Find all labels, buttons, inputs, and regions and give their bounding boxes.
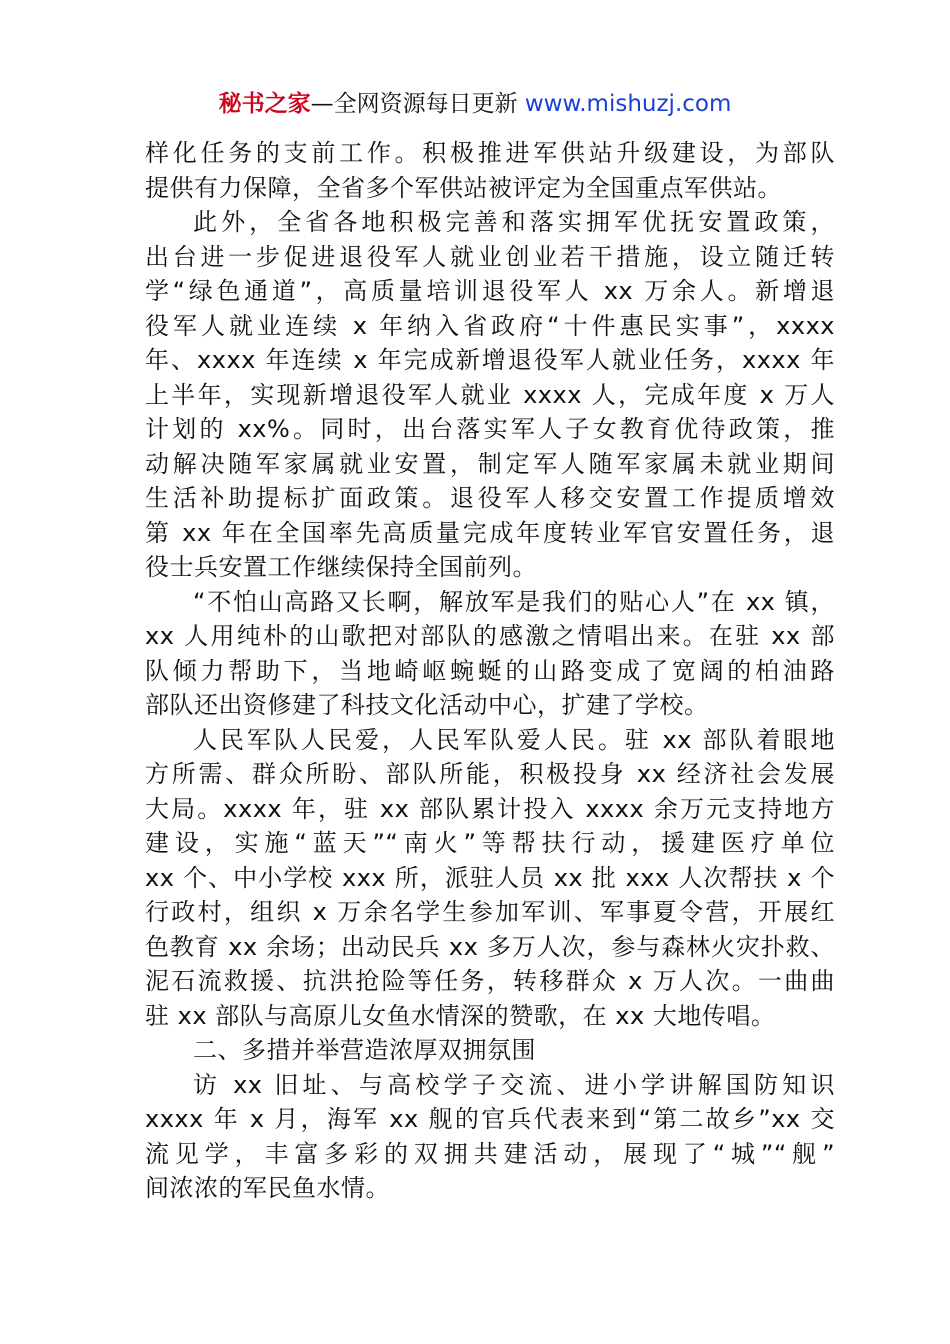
paragraph-line: xx 个、中小学校 xxx 所，派驻人员 xx 批 xxx 人次帮扶 x 个 — [145, 863, 835, 892]
paragraph-line: 流见学，丰富多彩的双拥共建活动，展现了“城”“舰” — [145, 1139, 835, 1168]
paragraph-line: 色教育 xx 余场；出动民兵 xx 多万人次，参与森林火灾扑救、 — [145, 932, 835, 961]
paragraph-first-line: 人民军队人民爱，人民军队爱人民。驻 xx 部队着眼地 — [193, 725, 835, 754]
paragraph-line: 提供有力保障，全省多个军供站被评定为全国重点军供站。 — [145, 173, 782, 202]
paragraph-line: 役军人就业连续 x 年纳入省政府“十件惠民实事”，xxxx — [145, 311, 835, 340]
paragraph-first-line: 此外，全省各地积极完善和落实拥军优抚安置政策， — [193, 208, 835, 236]
paragraph-first-line: 访 xx 旧址、与高校学子交流、进小学讲解国防知识 — [193, 1070, 835, 1099]
paragraph-line: 部队还出资修建了科技文化活动中心，扩建了学校。 — [145, 691, 709, 719]
paragraph-line: 第 xx 年在全国率先高质量完成年度转业军官安置任务，退 — [145, 518, 835, 547]
paragraph-line: 役士兵安置工作继续保持全国前列。 — [145, 553, 537, 581]
document-body — [145, 136, 835, 1206]
paragraph-line: 生活补助提标扩面政策。退役军人移交安置工作提质增效 — [145, 484, 835, 512]
paragraph-line: xxxx 年 x 月，海军 xx 舰的官兵代表来到“第二故乡”xx 交 — [145, 1105, 835, 1133]
paragraph-first-line: “不怕山高路又长啊，解放军是我们的贴心人”在 xx 镇， — [193, 587, 835, 616]
paragraph-line: 驻 xx 部队与高原儿女鱼水情深的赞歌，在 xx 大地传唱。 — [145, 1001, 776, 1030]
paragraph-line: 大局。xxxx 年，驻 xx 部队累计投入 xxxx 余万元支持地方 — [145, 794, 835, 823]
header-url-link[interactable]: www.mishuzj.com — [524, 91, 732, 117]
paragraph-line: 计划的 xx%。同时，出台落实军人子女教育优待政策，推 — [145, 415, 835, 443]
paragraph-line: 泥石流救援、抗洪抢险等任务，转移群众 x 万人次。一曲曲 — [145, 967, 835, 995]
paragraph-line: 年、xxxx 年连续 x 年完成新增退役军人就业任务，xxxx 年 — [145, 346, 835, 374]
page-header — [0, 86, 950, 122]
header-tagline: —全网资源每日更新 — [310, 91, 525, 117]
paragraph-first-line: 二、多措并举营造浓厚双拥氛围 — [193, 1036, 536, 1064]
paragraph-line: 动解决随军家属就业安置，制定军人随军家属未就业期间 — [145, 449, 835, 478]
paragraph-line: 学“绿色通道”，高质量培训退役军人 xx 万余人。新增退 — [145, 277, 835, 305]
paragraph-line: xx 人用纯朴的山歌把对部队的感激之情唱出来。在驻 xx 部 — [145, 622, 835, 650]
paragraph-line: 样化任务的支前工作。积极推进军供站升级建设，为部队 — [145, 139, 835, 167]
header-brand: 秘书之家 — [218, 91, 311, 117]
paragraph-line: 建设，实施“蓝天”“南火”等帮扶行动，援建医疗单位 — [145, 829, 835, 857]
paragraph-line: 方所需、群众所盼、部队所能，积极投身 xx 经济社会发展 — [145, 760, 835, 788]
paragraph-line: 行政村，组织 x 万余名学生参加军训、军事夏令营，开展红 — [145, 898, 835, 926]
paragraph-line: 上半年，实现新增退役军人就业 xxxx 人，完成年度 x 万人 — [145, 380, 835, 409]
paragraph-line: 间浓浓的军民鱼水情。 — [145, 1174, 390, 1202]
paragraph-line: 队倾力帮助下，当地崎岖蜿蜒的山路变成了宽阔的柏油路 — [145, 656, 835, 685]
paragraph-line: 出台进一步促进退役军人就业创业若干措施，设立随迁转 — [145, 242, 835, 271]
